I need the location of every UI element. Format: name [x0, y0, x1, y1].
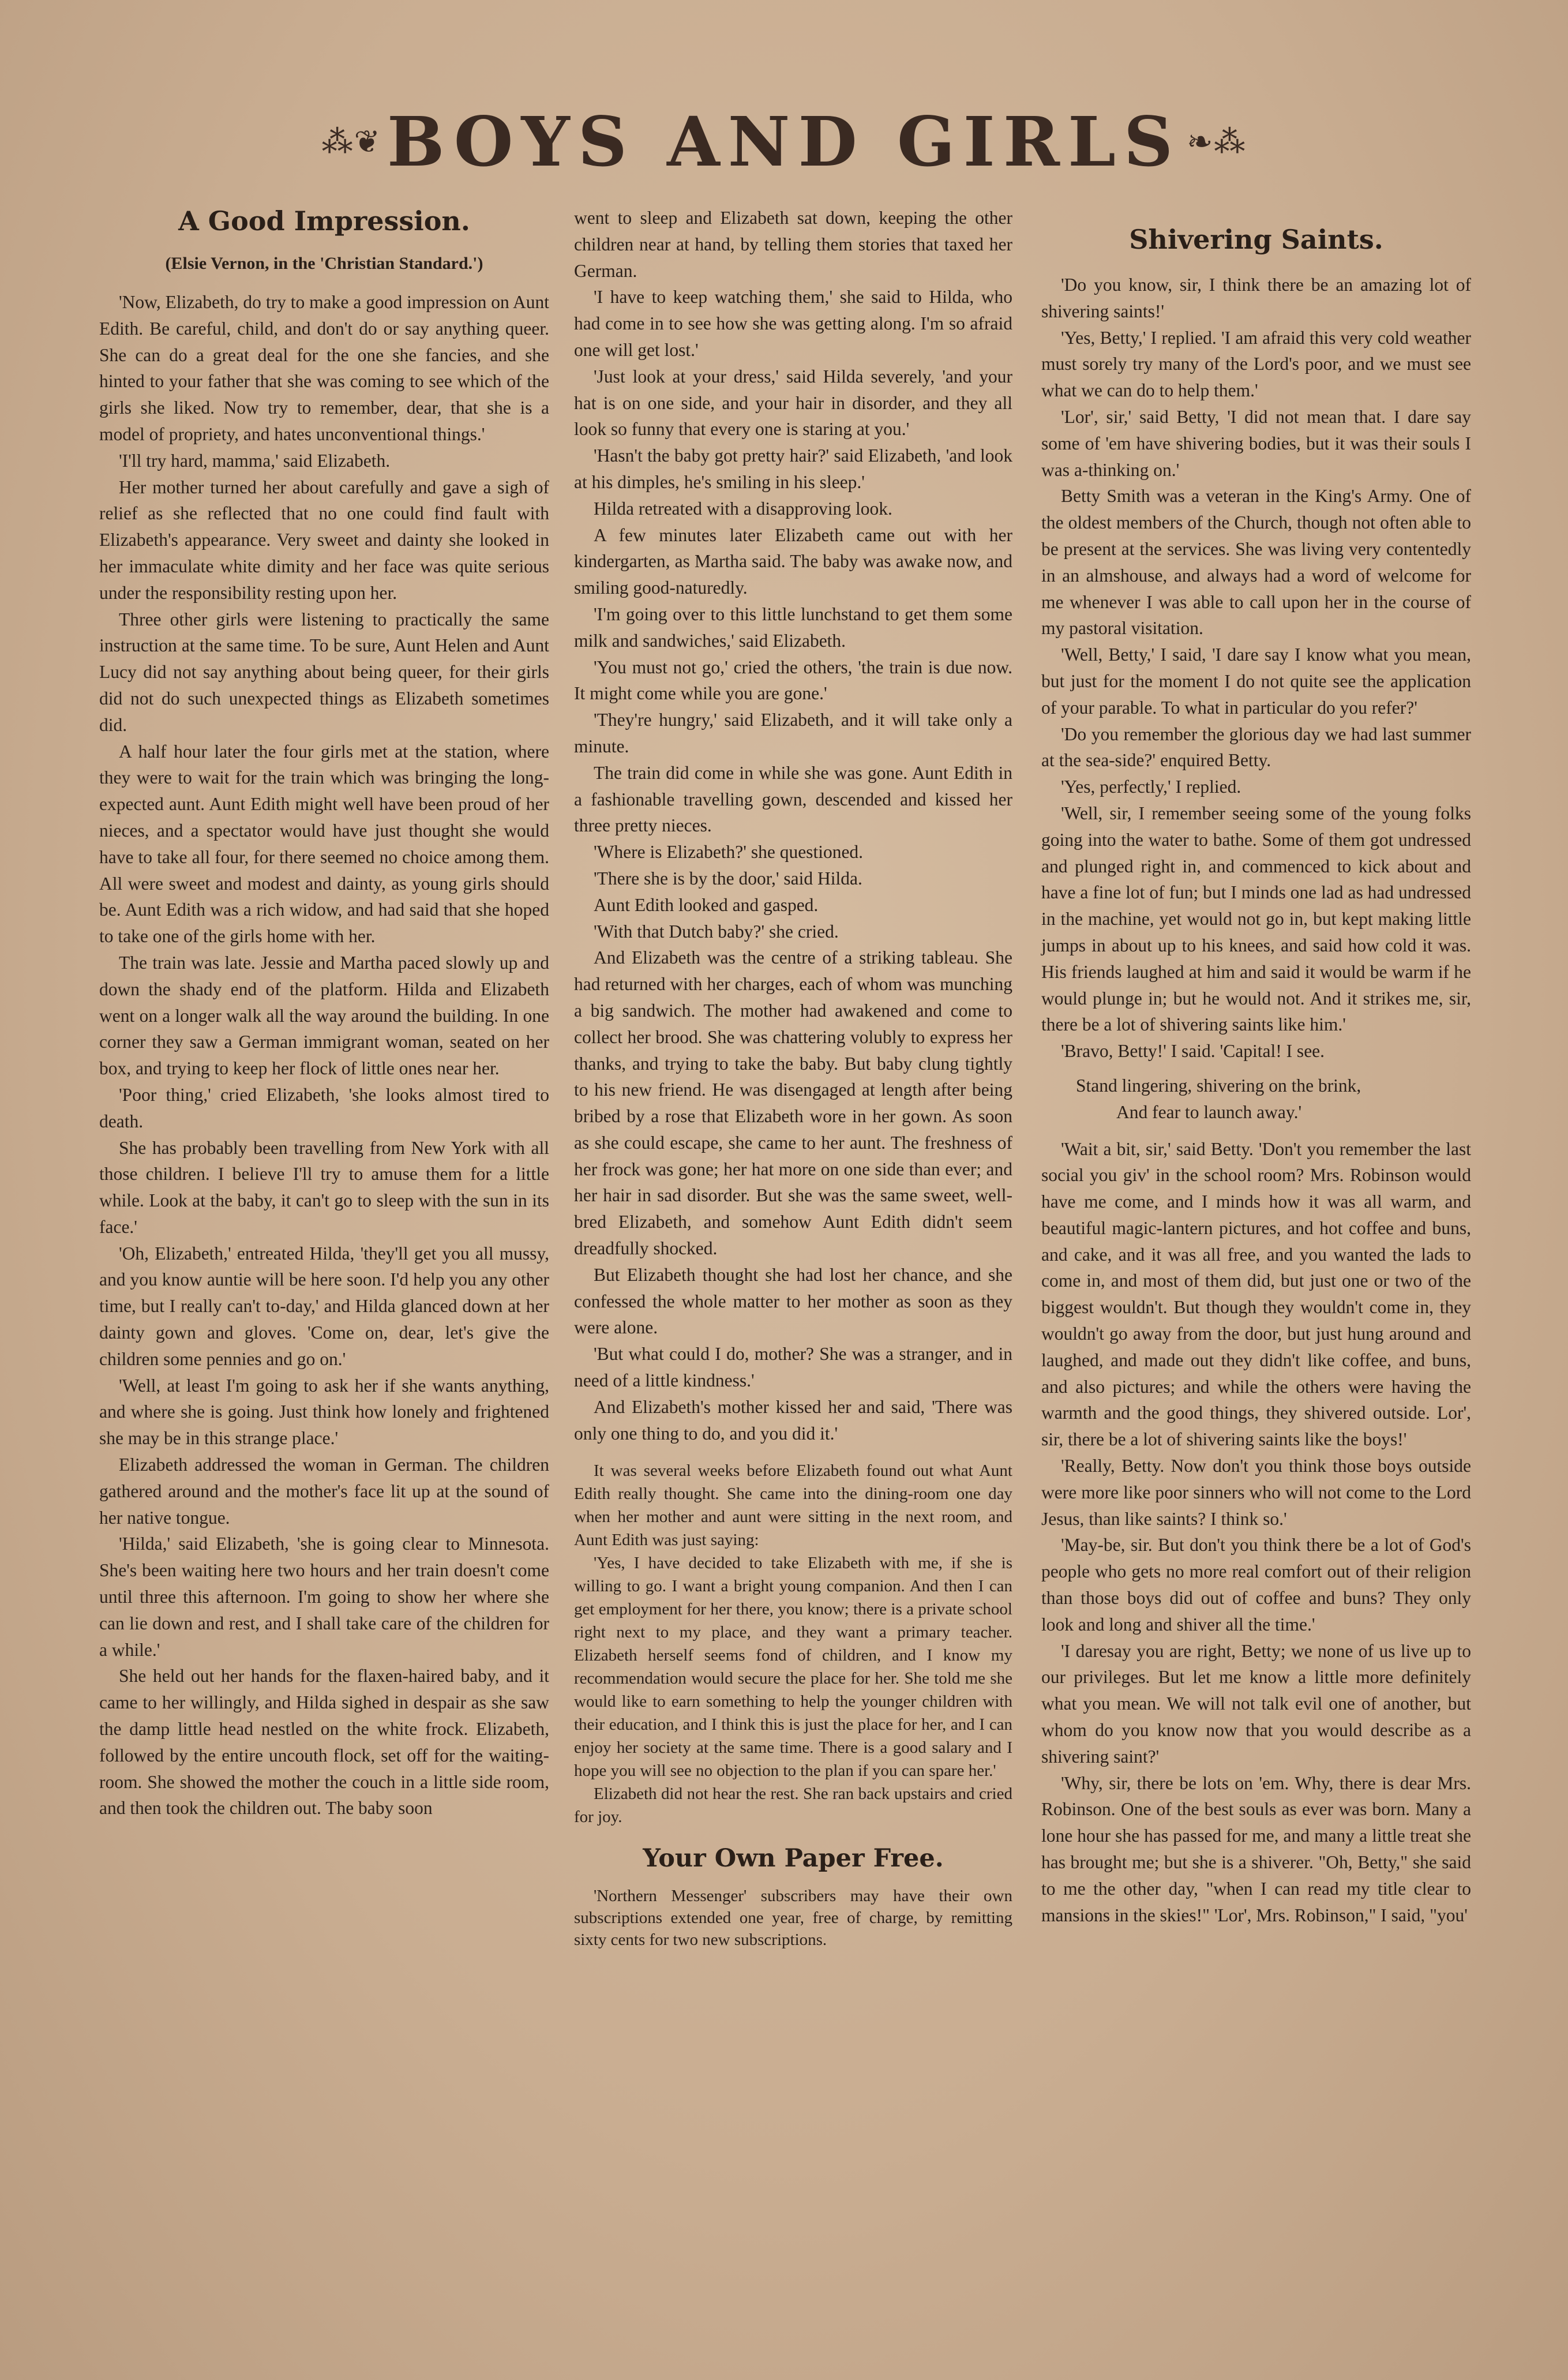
paragraph: Elizabeth addressed the woman in German. The children gathered around and the mother's face lit up at the sound of her native tongue. — [99, 1455, 549, 1528]
paragraph: A few minutes later Elizabeth came out with her kindergarten, as Martha said. The baby was awake now, and smiling good-naturedly. — [574, 524, 1012, 598]
paragraph: 'There she is by the door,' said Hilda. — [594, 868, 862, 889]
paragraph: 'Well, sir, I remember seeing some of the young folks going into the water to bathe. Some of them got undressed and plunged right in, and commenced to kick about and have a fine lot of fun; but I minds one lad as had undressed in the machine, yet would not go in, but kept making little jumps in about up to his knees, and said how cold it was. His friends laughed at him and said it would be warm if he would plunge in; but he would not. And it strikes me, sir, there be a lot of shivering saints like him.' — [1041, 803, 1471, 1035]
paragraph: The train did come in while she was gone. Aunt Edith in a fashionable travelling gown, descended and kissed her three pretty nieces. — [574, 762, 1012, 836]
paragraph: 'With that Dutch baby?' she cried. — [594, 921, 839, 942]
paragraph: And Elizabeth's mother kissed her and said, 'There was only one thing to do, and you did it.' — [574, 1396, 1012, 1444]
verse-line: Stand lingering, shivering on the brink, — [1076, 1075, 1361, 1096]
article-heading-good-impression: A Good Impression. — [178, 205, 470, 237]
paragraph: Betty Smith was a veteran in the King's Army. One of the oldest members of the Church, though not often able to be present at the services. She was living very contentedly in an almshouse, and always had a word of welcome for me whenever I was able to call upon her in the course of my pastoral visitation. — [1041, 486, 1471, 639]
paragraph: 'Hilda,' said Elizabeth, 'she is going clear to Minnesota. She's been waiting here two hours and her train doesn't come until three this afternoon. I'm going to show her where she can lie down and rest, and I shall take care of the children for a while.' — [99, 1534, 549, 1660]
paragraph: 'Hasn't the baby got pretty hair?' said Elizabeth, 'and look at his dimples, he's smiling in his sleep.' — [574, 445, 1012, 492]
paragraph: Aunt Edith looked and gasped. — [594, 894, 819, 915]
paragraph: 'Yes, Betty,' I replied. 'I am afraid this very cold weather must sorely try many of the Lord's poor, and we must see what we can do to help them.' — [1041, 327, 1471, 401]
paragraph: 'Poor thing,' cried Elizabeth, 'she looks almost tired to death. — [99, 1084, 549, 1131]
paragraph: 'I have to keep watching them,' she said to Hilda, who had come in to see how she was getting along. I'm so afraid one will get lost.' — [574, 287, 1012, 360]
paragraph: 'Just look at your dress,' said Hilda severely, 'and your hat is on one side, and your hair in disorder, and they all look so funny that every one is staring at you.' — [574, 366, 1012, 440]
paragraph: 'I daresay you are right, Betty; we none of us live up to our privileges. But let me know a little more definitely what you mean. We will not talk evil one of another, but whom do you know now that you would describe as a shivering saint?' — [1041, 1640, 1471, 1767]
paragraph: A half hour later the four girls met at the station, where they were to wait for the train which was bringing the long-expected aunt. Aunt Edith might well have been proud of her nieces, and a spectator would have just thought she would have to take all four, for there seemed no choice among them. All were sweet and modest and dainty, as young girls should be. Aunt Edith was a rich widow, and had said that she hoped to take one of the girls home with her. — [99, 741, 549, 947]
paragraph: went to sleep and Elizabeth sat down, keeping the other children near at hand, by telling them stories that taxed her German. — [574, 208, 1012, 281]
masthead — [0, 95, 1568, 188]
paragraph: 'Bravo, Betty!' I said. 'Capital! I see. — [1061, 1041, 1325, 1062]
paragraph: 'Now, Elizabeth, do try to make a good impression on Aunt Edith. Be careful, child, and don't do or say anything queer. She can do a great deal for the one she fancies, and she hinted to your father that she was coming to see which of the girls she liked. Now try to remember, dear, that she is a model of propriety, and hates unconventional things.' — [99, 292, 549, 444]
verse-line: And fear to launch away.' — [1116, 1101, 1302, 1122]
right-ornament-icon: ❧⁂ — [1187, 124, 1247, 159]
article-heading-shivering-saints: Shivering Saints. — [1129, 224, 1383, 255]
column-left — [99, 205, 549, 1821]
paragraph: It was several weeks before Elizabeth found out what Aunt Edith really thought. She came into the dining-room one day when her mother and aunt were sitting in the next room, and Aunt Edith was just saying: — [574, 1461, 1012, 1550]
paragraph: 'Where is Elizabeth?' she questioned. — [594, 842, 864, 863]
paragraph: And Elizabeth was the centre of a striking tableau. She had returned with her charges, each of whom was munching a big sandwich. The mother had awakened and come to collect her brood. She was chattering volubly to express her thanks, and trying to take the baby. But baby clung tightly to his new friend. He was disengaged at length after being bribed by a rose that Elizabeth wore in her gown. As soon as she could escape, she came to her aunt. The freshness of her frock was gone; her hat more on one side than ever; and her hair in sad disorder. But she was the same sweet, well-bred Elizabeth, and somehow Aunt Edith didn't seem dreadfully shocked. — [574, 947, 1012, 1259]
paragraph: 'But what could I do, mother? She was a stranger, and in need of a little kindness.' — [574, 1344, 1012, 1391]
paragraph: She has probably been travelling from New York with all those children. I believe I'll try to amuse them for a little while. Look at the baby, it can't go to sleep with the sun in its face.' — [99, 1137, 549, 1237]
paragraph: 'Really, Betty. Now don't you think those boys outside were more like poor sinners who will not come to the Lord Jesus, than like saints? I think so.' — [1041, 1456, 1471, 1529]
column-right — [1041, 205, 1471, 1928]
paragraph: 'Do you know, sir, I think there be an amazing lot of shivering saints!' — [1041, 275, 1471, 321]
paragraph: 'I'll try hard, mamma,' said Elizabeth. — [119, 450, 391, 471]
paragraph: 'Oh, Elizabeth,' entreated Hilda, 'they'll get you all mussy, and you know auntie will be here soon. I'd help you any other time, but I really can't to-day,' and Hilda glanced down at her dainty gown and gloves. 'Come on, dear, let's give the children some pennies and go on.' — [99, 1243, 549, 1369]
notice-heading: Your Own Paper Free. — [643, 1844, 944, 1873]
paragraph: 'Wait a bit, sir,' said Betty. 'Don't you remember the last social you giv' in the school room? Mrs. Robinson would have me come, and I minds how it was all warm, and beautiful magic-lantern pictures, and hot coffee and buns, and cake, and it was all free, and you wanted the lads to come in, and most of them did, but just one or two of the biggest wouldn't. But though they wouldn't come in, they wouldn't go away from the door, but just hung around and laughed, and made out they didn't like coffee, and buns, and also pictures; and while the others were having the warmth and the good things, they shivered outside. Lor', sir, there be a lot of shivering saints like the boys!' — [1041, 1138, 1471, 1450]
paragraph: 'Do you remember the glorious day we had last summer at the sea-side?' enquired Betty. — [1041, 724, 1471, 771]
paragraph: 'May-be, sir. But don't you think there be a lot of God's people who gets no more real comfort out of their religion than those boys did out of coffee and buns? They only look and long and shiver all the time.' — [1041, 1535, 1471, 1635]
paragraph: 'Yes, perfectly,' I replied. — [1061, 777, 1241, 797]
left-ornament-icon: ⁂❦ — [321, 124, 381, 159]
paragraph: 'Lor', sir,' said Betty, 'I did not mean that. I dare say some of 'em have shivering bodies, but it was their souls I was a-thinking on.' — [1041, 406, 1471, 480]
column-middle — [574, 205, 1012, 1951]
paragraph: Three other girls were listening to practically the same instruction at the same time. To be sure, Aunt Helen and Aunt Lucy did not say anything about being queer, for their girls did not do such unexpected things as Elizabeth sometimes did. — [99, 609, 549, 735]
paragraph: The train was late. Jessie and Martha paced slowly up and down the shady end of the platform. Hilda and Elizabeth went on a longer walk all the way around the building. In one corner they saw a German immigrant woman, seated on her box, and trying to keep her flock of little ones near her. — [99, 952, 549, 1079]
paragraph: 'They're hungry,' said Elizabeth, and it will take only a minute. — [574, 710, 1012, 756]
paragraph: 'I'm going over to this little lunchstand to get them some milk and sandwiches,' said Elizabeth. — [574, 604, 1012, 651]
section-title: BOYS AND GIRLS — [387, 101, 1181, 182]
notice-text: 'Northern Messenger' subscribers may have their own subscriptions extended one year, free of charge, by remitting sixty cents for two new subscriptions. — [574, 1887, 1012, 1950]
paragraph: 'Why, sir, there be lots on 'em. Why, there is dear Mrs. Robinson. One of the best souls as ever was born. Many a lone hour she has passed for me, and many a little treat she has brought me; but she is a shiverer. "Oh, Betty," she said to me the other day, "when I can read my title clear to mansions in the skies!" 'Lor', Mrs. Robinson," I said, "you' — [1041, 1772, 1471, 1925]
verse-quote — [1041, 1073, 1471, 1126]
paragraph: 'Well, at least I'm going to ask her if she wants anything, and where she is going. Just think how lonely and frightened she may be in this strange place.' — [99, 1375, 549, 1449]
paragraph: She held out her hands for the flaxen-haired baby, and it came to her willingly, and Hilda sighed in despair as she saw the damp little head nestled on the white frock. Elizabeth, followed by the entire uncouth flock, set off for the waiting-room. She showed the mother the couch in a little side room, and then took the children out. The baby soon — [99, 1666, 549, 1819]
paragraph: 'Yes, I have decided to take Elizabeth with me, if she is willing to go. I want a bright young companion. And then I can get employment for her there, you know; there is a private school right next to my place, and they want a primary teacher. Elizabeth herself seems fond of children, and I know my recommendation would secure the place for her. She told me she would like to earn something to help the younger children with their education, and I think this is just the place for her, and I can enjoy her society at the same time. There is a good salary and I hope you will see no objection to the plan if you can spare her.' — [574, 1554, 1012, 1781]
article-byline: (Elsie Vernon, in the 'Christian Standard.') — [165, 254, 483, 273]
paragraph: 'You must not go,' cried the others, 'the train is due now. It might come while you are gone.' — [574, 657, 1012, 704]
paragraph: 'Well, Betty,' I said, 'I dare say I know what you mean, but just for the moment I do not quite see the application of your parable. To what in particular do you refer?' — [1041, 644, 1471, 718]
paragraph: Hilda retreated with a disapproving look. — [594, 498, 892, 519]
paragraph: Her mother turned her about carefully and gave a sigh of relief as she reflected that no one could find fault with Elizabeth's appearance. Very sweet and dainty she looked in her immaculate white dimity and her face was quite serious under the responsibility resting upon her. — [99, 477, 549, 603]
paragraph: Elizabeth did not hear the rest. She ran back upstairs and cried for joy. — [574, 1785, 1012, 1827]
paragraph: But Elizabeth thought she had lost her chance, and she confessed the whole matter to her mother as soon as they were alone. — [574, 1264, 1012, 1338]
